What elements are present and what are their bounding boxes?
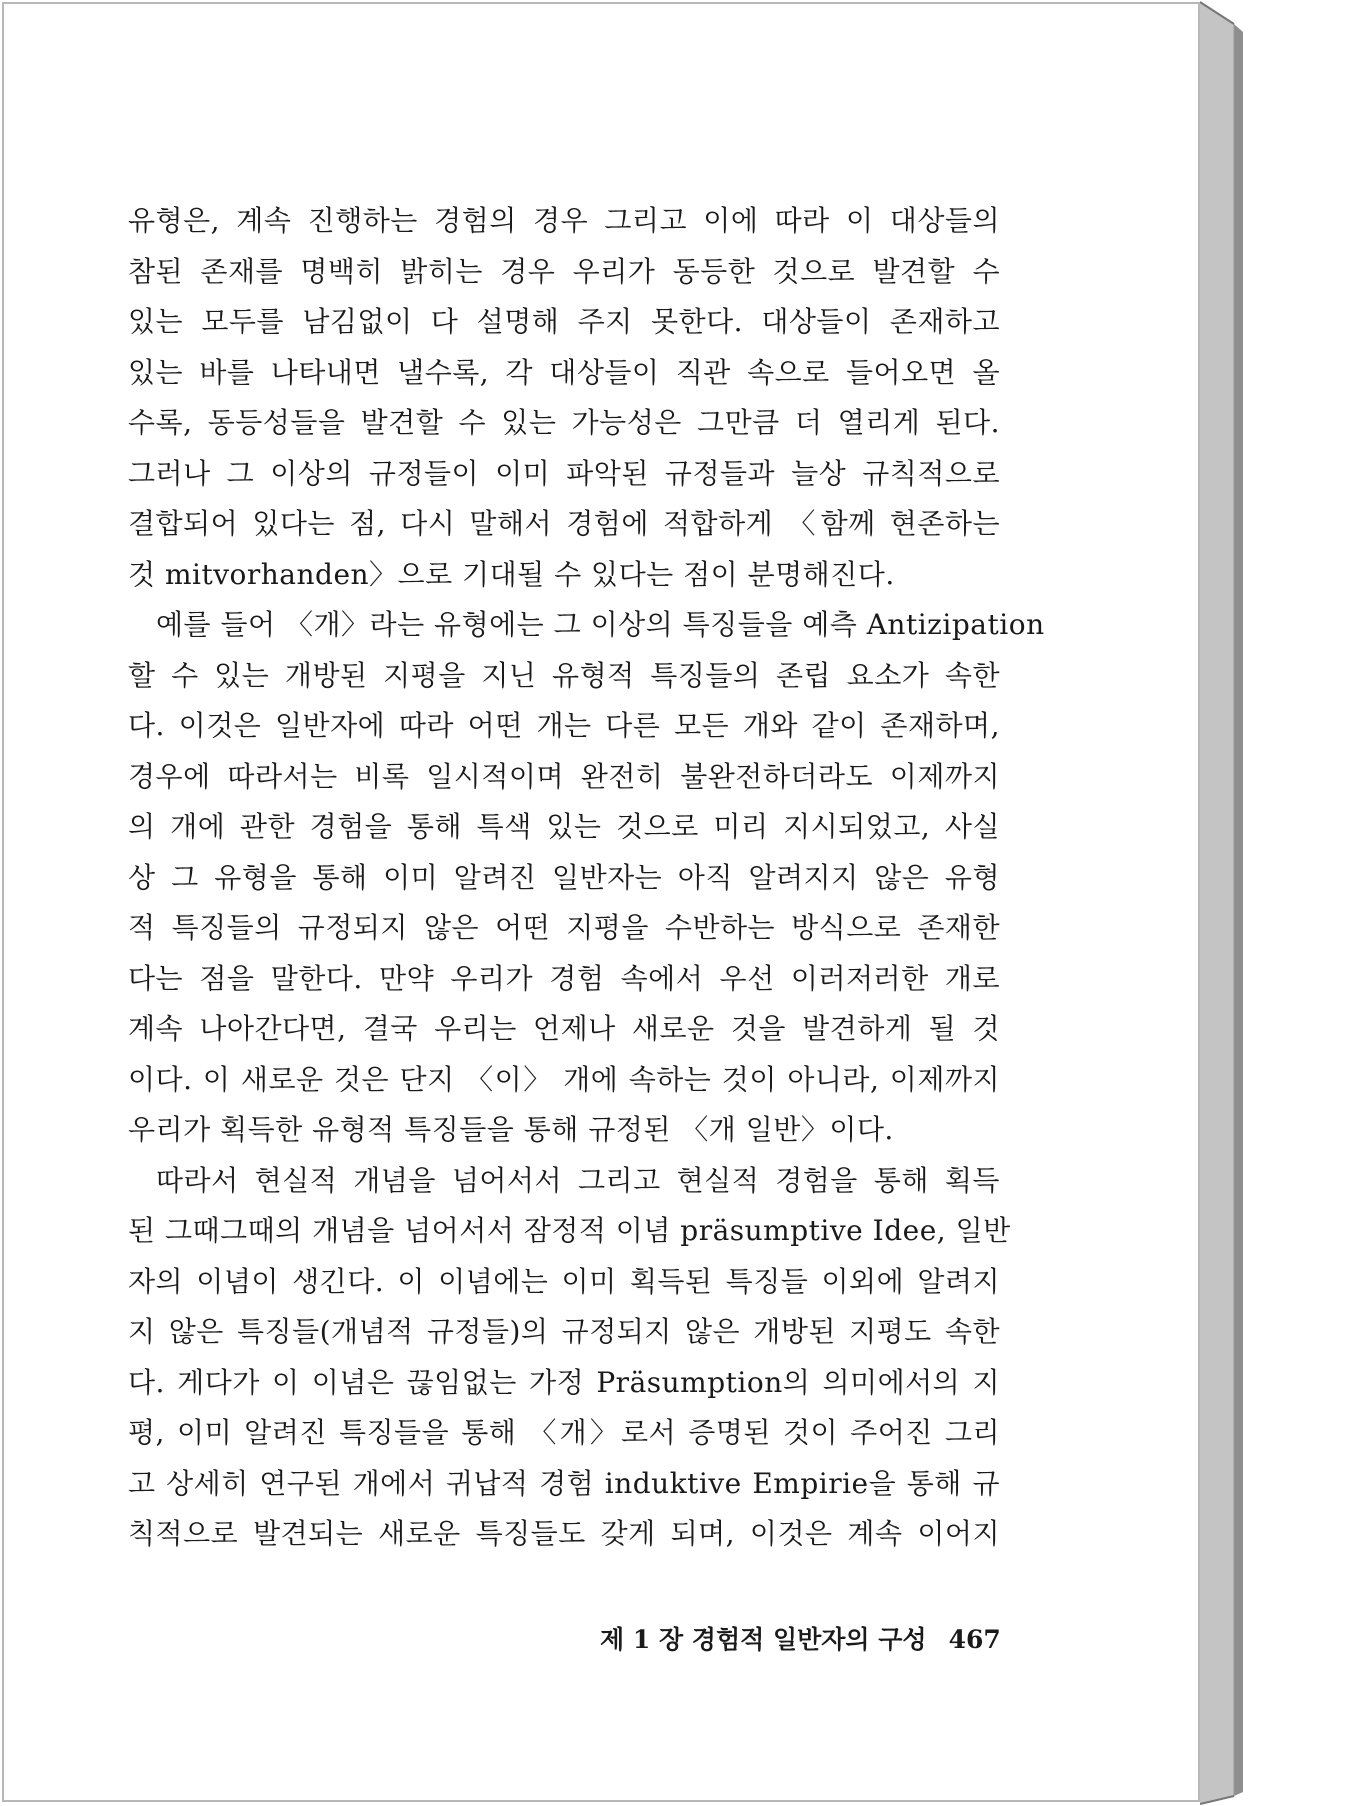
running-footer [600, 1620, 1001, 1656]
chapter-title: 제 1 장 경험적 일반자의 구성 [600, 1625, 927, 1654]
text-line: 이다. 이 새로운 것은 단지 〈이〉 개에 속하는 것이 아니라, 이제까지 [128, 1062, 1000, 1096]
text-line: 것 mitvorhanden〉으로 기대될 수 있다는 점이 분명해진다. [128, 557, 895, 591]
text-line: 적 특징들의 규정되지 않은 어떤 지평을 수반하는 방식으로 존재한 [128, 911, 1000, 944]
text-line: 된 그때그때의 개념을 넘어서서 잠정적 이념 präsumptive Idee, 일반 [128, 1214, 1011, 1247]
paragraph-2 [128, 600, 1045, 1156]
paragraph-1 [128, 196, 1000, 600]
text-line: 우리가 획득한 유형적 특징들을 통해 규정된 〈개 일반〉이다. [128, 1113, 894, 1146]
text-line: 상 그 유형을 통해 이미 알려진 일반자는 아직 알려지지 않은 유형 [128, 860, 1000, 894]
text-line: 칙적으로 발견되는 새로운 특징들도 갖게 되며, 이것은 계속 이어지 [128, 1517, 1000, 1550]
text-line: 다는 점을 말한다. 만약 우리가 경험 속에서 우선 이러저러한 개로 [128, 961, 1000, 995]
text-line: 수록, 동등성들을 발견할 수 있는 가능성은 그만큼 더 열리게 된다. [128, 406, 1000, 439]
text-line: 다. 게다가 이 이념은 끊임없는 가정 Präsumption의 의미에서의 지 [128, 1365, 1000, 1399]
paragraph-3 [128, 1156, 1011, 1560]
text-line: 고 상세히 연구된 개에서 귀납적 경험 induktive Empirie을 통해 규 [128, 1466, 1000, 1500]
text-line: 유형은, 계속 진행하는 경험의 경우 그리고 이에 따라 이 대상들의 [128, 204, 1000, 237]
text-line: 경우에 따라서는 비록 일시적이며 완전히 불완전하더라도 이제까지 [128, 759, 1000, 793]
text-line: 있는 바를 나타내면 낼수록, 각 대상들이 직관 속으로 들어오면 올 [128, 355, 1000, 389]
text-line: 따라서 현실적 개념을 넘어서서 그리고 현실적 경험을 통해 획득 [156, 1163, 1000, 1197]
text-line: 예를 들어 〈개〉라는 유형에는 그 이상의 특징들을 예측 Antizipation [156, 608, 1045, 641]
text-line: 결합되어 있다는 점, 다시 말해서 경험에 적합하게 〈함께 현존하는 [128, 507, 1000, 540]
text-line: 의 개에 관한 경험을 통해 특색 있는 것으로 미리 지시되었고, 사실 [128, 810, 1000, 843]
text-line: 자의 이념이 생긴다. 이 이념에는 이미 획득된 특징들 이외에 알려지 [128, 1264, 1000, 1298]
text-line: 지 않은 특징들(개념적 규정들)의 규정되지 않은 개방된 지평도 속한 [128, 1315, 1000, 1348]
page-stack-edge [1200, 0, 1243, 1806]
text-line: 다. 이것은 일반자에 따라 어떤 개는 다른 모든 개와 같이 존재하며, [128, 709, 1000, 742]
text-line: 할 수 있는 개방된 지평을 지닌 유형적 특징들의 존립 요소가 속한 [128, 658, 1000, 692]
text-line: 참된 존재를 명백히 밝히는 경우 우리가 동등한 것으로 발견할 수 [128, 254, 1000, 288]
text-line: 그러나 그 이상의 규정들이 이미 파악된 규정들과 늘상 규칙적으로 [128, 456, 1000, 490]
page-number: 467 [948, 1625, 1001, 1654]
text-line: 계속 나아간다면, 결국 우리는 언제나 새로운 것을 발견하게 될 것 [128, 1012, 1000, 1045]
body-text [128, 196, 1045, 1560]
text-line: 평, 이미 알려진 특징들을 통해 〈개〉로서 증명된 것이 주어진 그리 [128, 1416, 1000, 1449]
text-line: 있는 모두를 남김없이 다 설명해 주지 못한다. 대상들이 존재하고 [128, 305, 1000, 338]
